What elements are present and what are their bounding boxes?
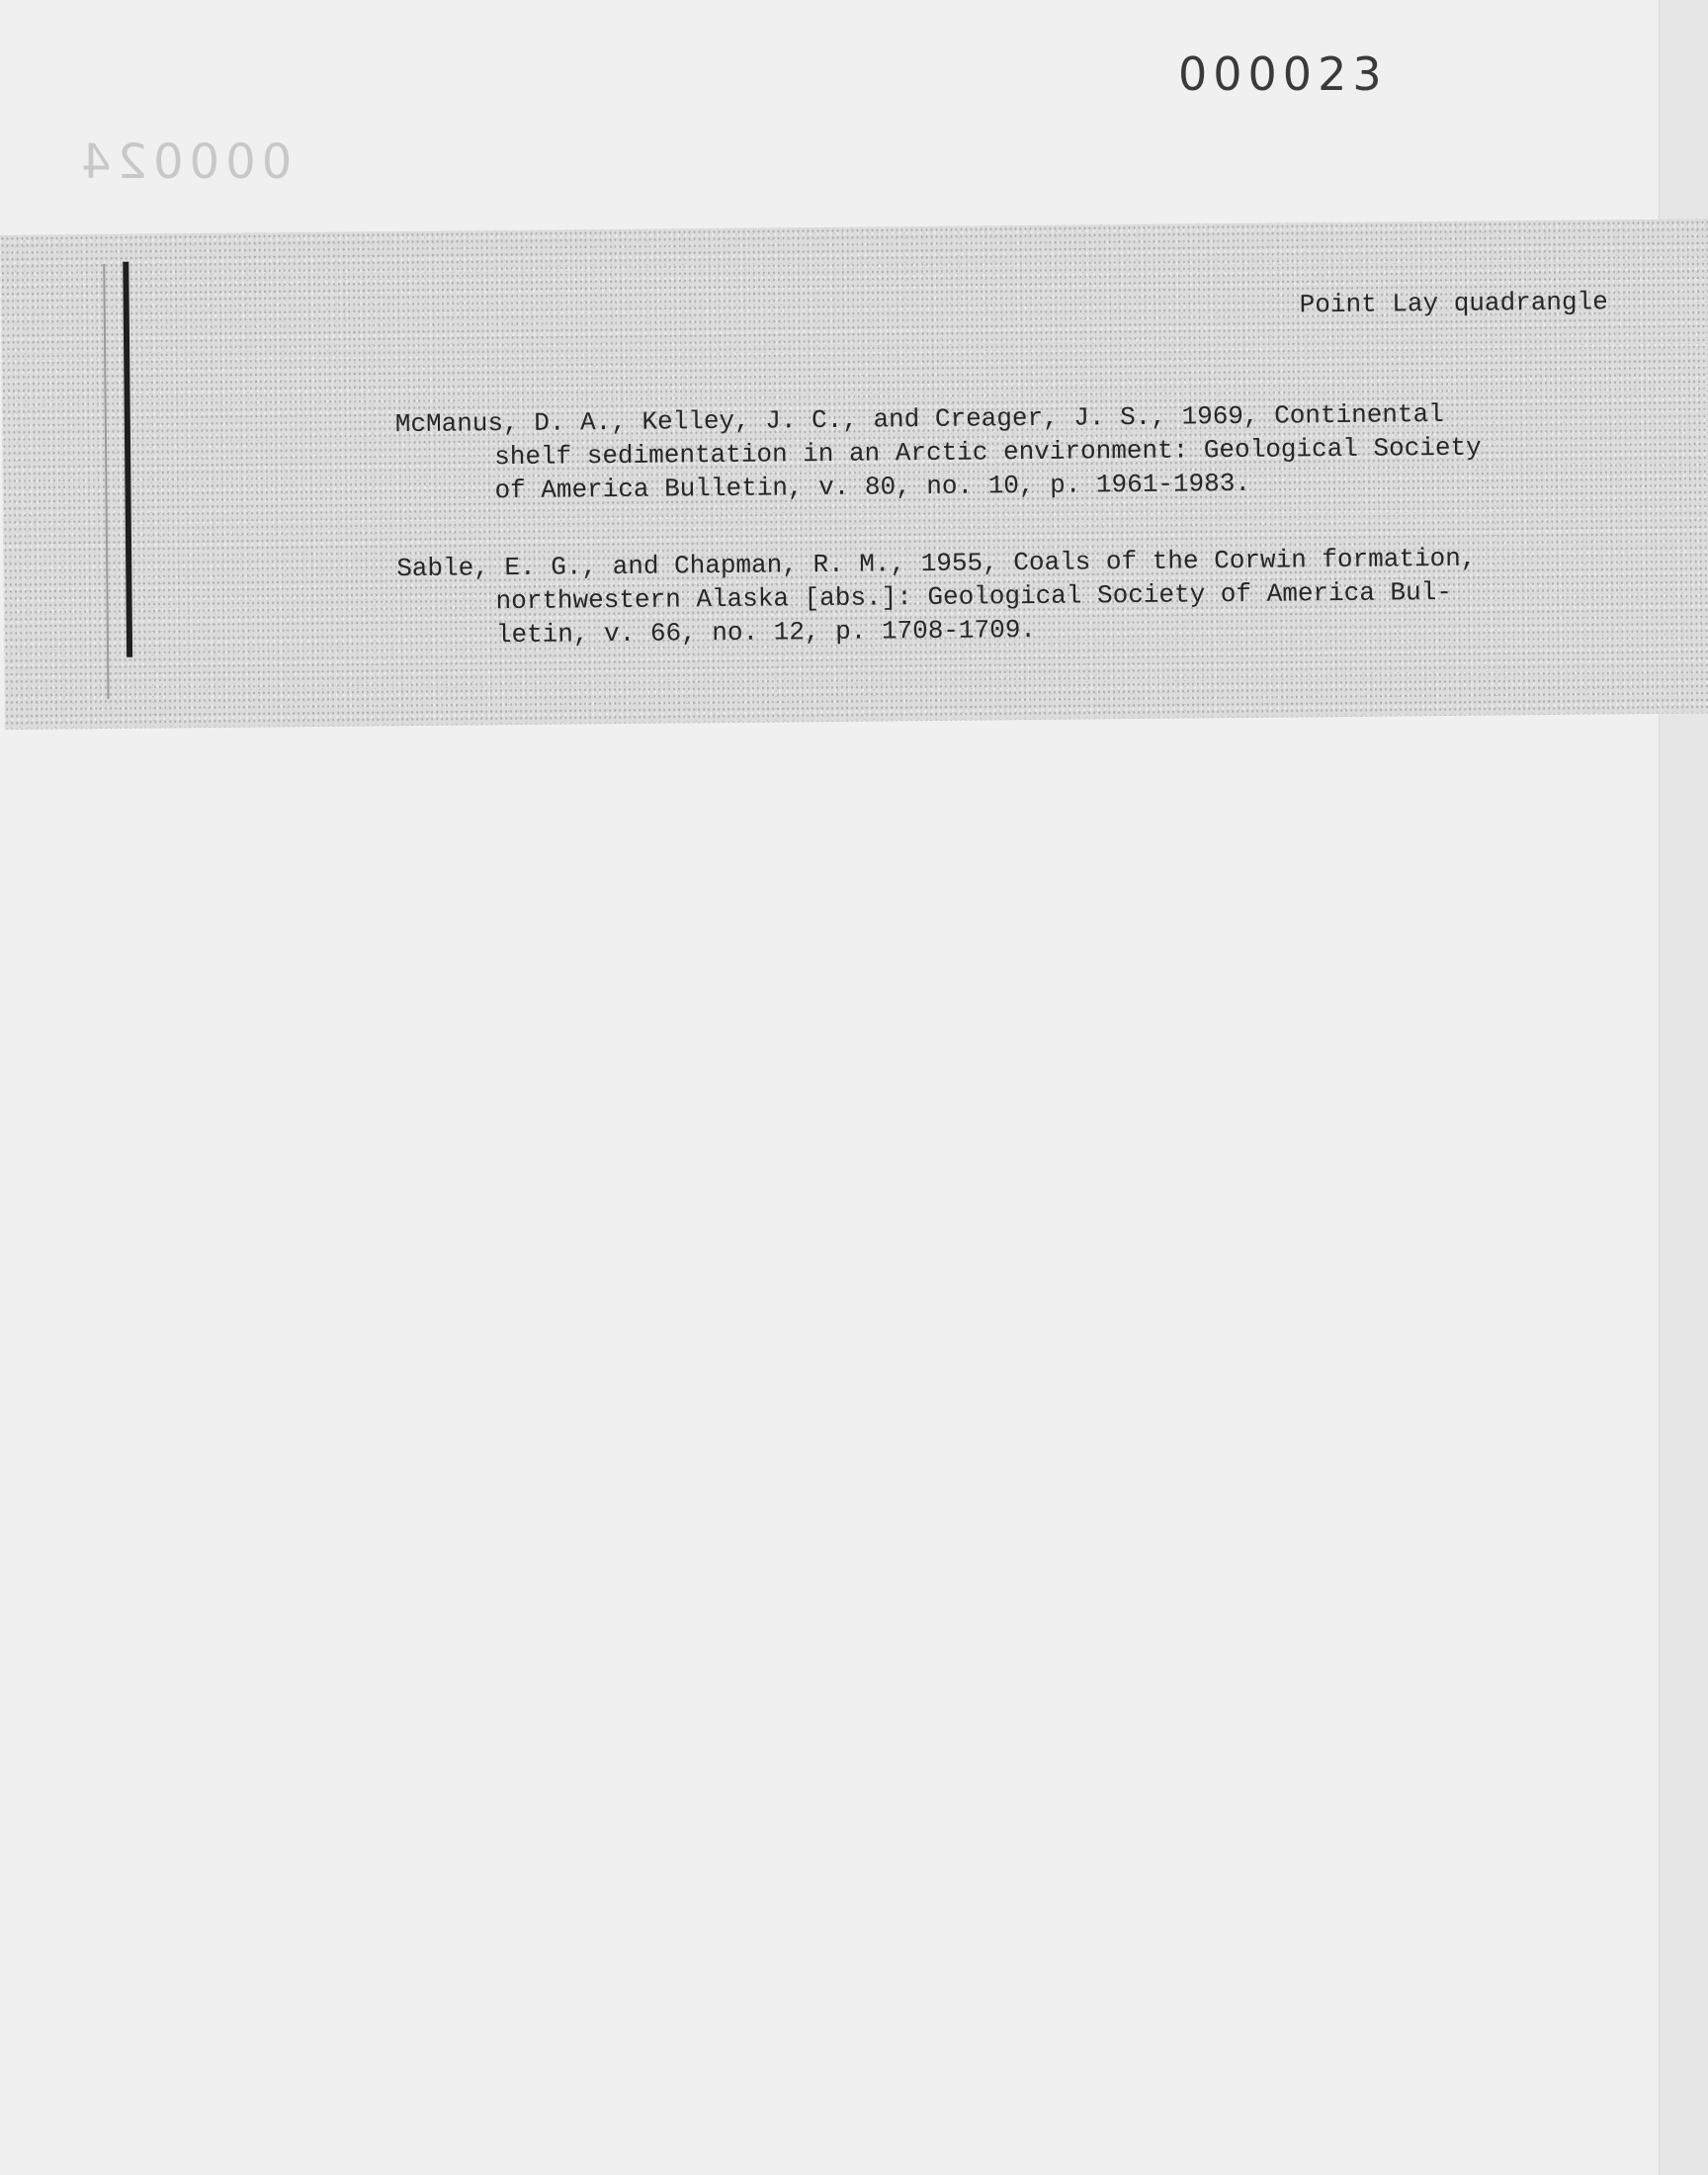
reference-line: northwestern Alaska [abs.]: Geological Society of America Bul-: [495, 576, 1453, 617]
page-number: 000023: [1178, 47, 1388, 101]
reference-line: of America Bulletin, v. 80, no. 10, p. 1961-1983.: [494, 468, 1251, 506]
bleed-through-page-number: 000024: [75, 134, 293, 190]
reference-line: Sable, E. G., and Chapman, R. M., 1955, Coals of the Corwin formation,: [396, 543, 1477, 584]
reference-card: [0, 218, 1708, 730]
card-edge-shadow: [103, 264, 109, 699]
reference-line: letin, v. 66, no. 12, p. 1708-1709.: [495, 614, 1037, 651]
card-margin-bar: [123, 262, 132, 657]
reference-line: McManus, D. A., Kelley, J. C., and Creager, J. S., 1969, Continental: [394, 398, 1444, 440]
reference-line: shelf sedimentation in an Arctic environment: Geological Society: [494, 432, 1482, 473]
reference-entry: [395, 397, 1482, 509]
reference-entry: [396, 542, 1477, 652]
quadrangle-heading: Point Lay quadrangle: [1299, 287, 1608, 320]
